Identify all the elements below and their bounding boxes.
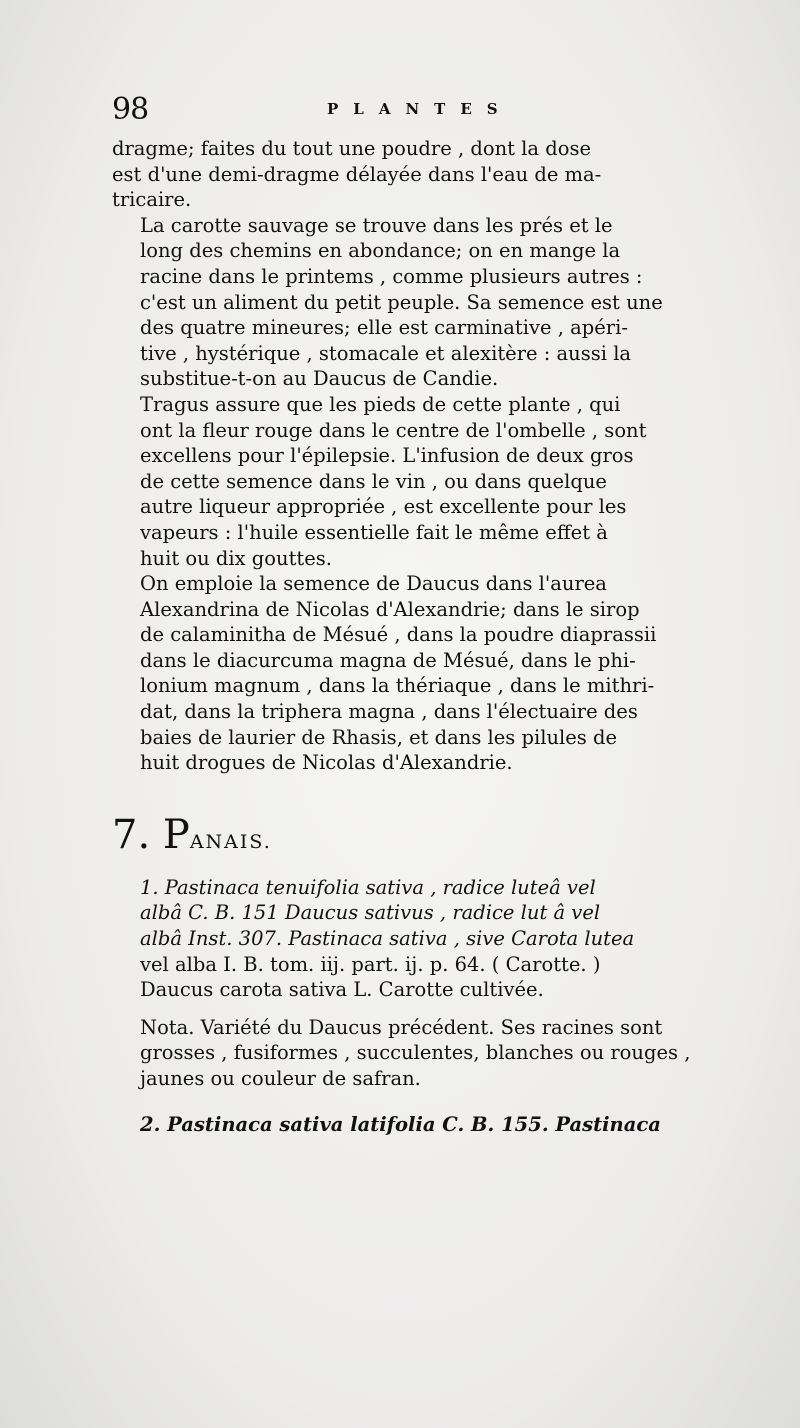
section-number: 7.	[112, 811, 151, 858]
page-number: 98	[112, 92, 149, 127]
text-line: 1. Pastinaca tenuifolia sativa , radice luteâ vel	[140, 875, 596, 899]
text-line: huit ou dix gouttes.	[140, 546, 333, 570]
note-paragraph	[112, 1015, 758, 1092]
text-line: ont la fleur rouge dans le centre de l'ombelle , sont	[140, 418, 647, 442]
text-line: grosses , fusiformes , succulentes, blanches ou rouges ,	[140, 1041, 691, 1065]
text-line: albâ C. B. 151 Daucus sativus , radice lut â vel	[140, 901, 601, 925]
section-heading	[112, 811, 758, 863]
text-line: autre liqueur appropriée , est excellente pour les	[140, 495, 627, 519]
text-line: dragme; faites du tout une poudre , dont la dose	[112, 137, 592, 160]
running-head: PLANTES	[327, 100, 513, 118]
text-line: Daucus carota sativa L. Carotte cultivée.	[140, 978, 544, 1002]
text-line: vapeurs : l'huile essentielle fait le même effet à	[140, 520, 608, 544]
text-line: de calaminitha de Mésué , dans la poudre diaprassii	[140, 623, 657, 647]
section-title-rest: ANAIS.	[189, 830, 272, 853]
text-line: de cette semence dans le vin , ou dans quelque	[140, 469, 607, 493]
text-line: On emploie la semence de Daucus dans l'aurea	[140, 572, 607, 596]
text-line: La carotte sauvage se trouve dans les prés et le	[140, 213, 613, 237]
text-line: dans le diacurcuma magna de Mésué, dans le phi-	[140, 648, 636, 672]
text-line: huit drogues de Nicolas d'Alexandrie.	[140, 751, 513, 775]
text-line: albâ Inst. 307. Pastinaca sativa , sive Carota lutea	[140, 927, 635, 951]
text-line: c'est un aliment du petit peuple. Sa semence est une	[140, 290, 663, 314]
text-line: est d'une demi-dragme délayée dans l'eau de ma-	[112, 162, 602, 186]
paragraph-tragus	[112, 392, 758, 571]
text-line: tive , hystérique , stomacale et alexitère : aussi la	[140, 341, 632, 365]
text-line: 2. Pastinaca sativa latifolia C. B. 155. Pastinaca	[140, 1112, 661, 1136]
text-line: vel alba I. B. tom. iij. part. ij. p. 64. ( Carotte. )	[140, 952, 601, 976]
text-line: racine dans le printems , comme plusieurs autres :	[140, 264, 643, 288]
text-line: dat, dans la triphera magna , dans l'électuaire des	[140, 700, 638, 724]
text-line: Tragus assure que les pieds de cette plante , qui	[140, 392, 621, 416]
entry-pastinaca-latifolia	[112, 1112, 758, 1138]
body-text	[112, 136, 758, 1137]
section-initial: P	[162, 811, 190, 858]
text-line: long des chemins en abondance; on en mange la	[140, 239, 621, 263]
text-line: des quatre mineures; elle est carminative , apéri-	[140, 316, 628, 340]
text-line: Nota. Variété du Daucus précédent. Ses racines sont	[140, 1015, 663, 1039]
text-line: jaunes ou couleur de safran.	[140, 1067, 421, 1090]
text-line: Alexandrina de Nicolas d'Alexandrie; dans le sirop	[140, 597, 640, 621]
page-header	[112, 92, 742, 132]
paragraph-emploi	[112, 571, 758, 776]
text-line: baies de laurier de Rhasis, et dans les pilules de	[140, 725, 618, 749]
text-line: excellens pour l'épilepsie. L'infusion de deux gros	[140, 444, 634, 468]
entry-pastinaca-tenuifolia	[112, 875, 758, 1003]
text-line: substitue-t-on au Daucus de Candie.	[140, 367, 499, 391]
paragraph-continuation	[112, 136, 758, 213]
text-line: lonium magnum , dans la thériaque , dans le mithri-	[140, 674, 655, 698]
text-line: tricaire.	[112, 188, 192, 212]
paragraph-carotte-sauvage	[112, 213, 758, 392]
